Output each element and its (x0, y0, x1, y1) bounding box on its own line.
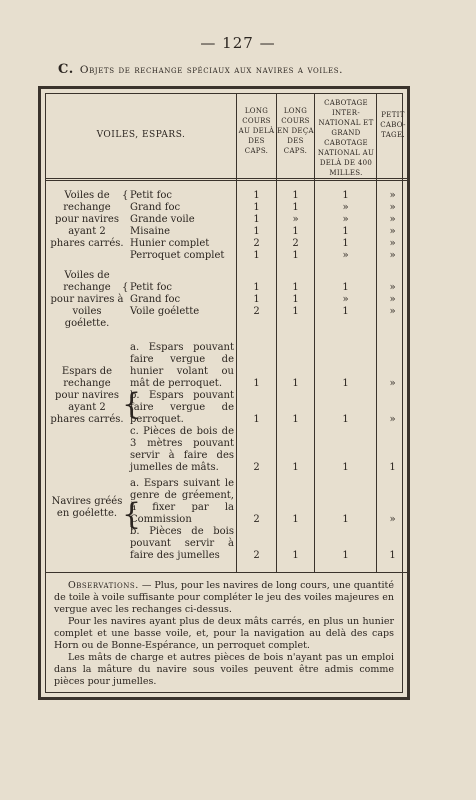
value-cell: » (389, 214, 396, 225)
brace: { (122, 387, 142, 422)
value-cell: 1 (253, 282, 260, 293)
value-cell: 1 (342, 282, 349, 293)
value-cell: » (389, 294, 396, 305)
values-col (315, 190, 376, 262)
value-cell: 2 (253, 514, 260, 525)
value-cell: 1 (292, 294, 299, 305)
value-cell: 1 (342, 238, 349, 249)
item-name: b. Pièces de bois pouvant servir à faire des jumelles (130, 526, 234, 561)
values-col (377, 282, 408, 318)
value-cell: 1 (253, 226, 260, 237)
header-category: VOILES, ESPARS. (96, 130, 186, 140)
values-col (277, 282, 314, 318)
values-col (377, 190, 408, 262)
value-cell: 2 (253, 306, 260, 317)
brace: { (122, 282, 129, 293)
brace: { (122, 497, 142, 532)
value-cell: » (342, 214, 349, 225)
value-cell: 2 (253, 462, 260, 473)
item-name: Perroquet complet (130, 250, 225, 261)
value-cell: » (389, 378, 396, 389)
values-col (277, 342, 314, 474)
observations-p3: Les mâts de charge et autres pièces de bois n'ayant pas un emploi dans la mâture du navire sous voiles peuvent être admis comme pièces pour jumelles. (54, 652, 394, 687)
value-cell: 1 (253, 214, 260, 225)
value-cell: » (389, 226, 396, 237)
group-label: Voiles de rechange pour navires à voiles goélette. (50, 270, 124, 329)
values-col (315, 342, 376, 474)
item-list (130, 478, 234, 562)
spares-table-inner (45, 93, 406, 693)
values-col (237, 282, 276, 318)
value-cell: 1 (292, 378, 299, 389)
item-list (130, 342, 234, 474)
value-cell: 1 (292, 282, 299, 293)
value-cell: 2 (292, 238, 299, 249)
value-cell: 1 (342, 378, 349, 389)
value-cell: » (389, 190, 396, 201)
group-label: Espars de rechange pour navires ayant 2 phares carrés. (50, 366, 124, 425)
values-col (277, 478, 314, 562)
value-cell: 1 (389, 550, 396, 561)
value-cell: 2 (253, 238, 260, 249)
value-cell: 1 (253, 414, 260, 425)
value-cell: 1 (342, 414, 349, 425)
value-cell: 1 (292, 550, 299, 561)
value-cell: 1 (389, 462, 396, 473)
observations-p2: Pour les navires ayant plus de deux mâts carrés, en plus un hunier complet et une basse voile, et, pour la navigation au delà des caps Horn ou de Bonne-Espérance, un perroquet complet. (54, 616, 394, 651)
values-col (237, 190, 276, 262)
header-rule (46, 178, 408, 179)
value-cell: 1 (253, 378, 260, 389)
value-cell: 1 (253, 202, 260, 213)
observations-p1 (54, 580, 394, 616)
value-cell: 1 (292, 250, 299, 261)
item-name: Petit foc (130, 190, 172, 201)
value-cell: 1 (342, 226, 349, 237)
value-cell: 1 (292, 414, 299, 425)
group-label: Voiles de rechange pour navires ayant 2 phares carrés. (50, 190, 124, 249)
value-cell: 2 (253, 550, 260, 561)
value-cell: 1 (292, 514, 299, 525)
value-cell: » (389, 250, 396, 261)
value-cell: 1 (342, 306, 349, 317)
values-col (315, 478, 376, 562)
value-cell: 1 (292, 306, 299, 317)
value-cell: » (342, 202, 349, 213)
header-long-cours: LONG COURS AU DELÀ DES CAPS. (238, 107, 275, 155)
value-cell: » (389, 414, 396, 425)
item-name: a. Espars suivant le genre de gréement, à fixer par la Commission (130, 478, 234, 525)
value-cell: » (389, 306, 396, 317)
group-label: Navires gréés en goélette. (51, 496, 123, 519)
observations-text: — Plus, pour les navires de long cours, une quantité de toile à voile suffisante pour compléter le jeu des voiles majeures en vergue avec les rechanges ci-dessus. (54, 580, 394, 615)
item-name: Grande voile (130, 214, 195, 225)
item-name: a. Espars pouvant faire vergue de hunier volant ou mât de perroquet. (130, 342, 234, 389)
section-letter: C. (58, 62, 74, 77)
value-cell: » (292, 214, 299, 225)
header-petit-cabotage: PETIT CABO-TAGE. (380, 111, 406, 139)
section-title (58, 62, 438, 77)
value-cell: » (389, 282, 396, 293)
observations-title: Observations. (68, 580, 139, 591)
header-cabotage: CABOTAGE INTER-NATIONAL ET GRAND CABOTAGE NATIONAL AU DELÀ DE 400 MILLES. (317, 99, 375, 177)
page-number: — 127 — (200, 34, 276, 52)
value-cell: » (342, 250, 349, 261)
item-name: Grand foc (130, 202, 181, 213)
table-bottom-rule (46, 572, 408, 573)
value-cell: 1 (342, 462, 349, 473)
header-long-cours-deca: LONG COURS EN DEÇA DES CAPS. (277, 107, 314, 155)
item-name: b. Espars pouvant faire vergue de perroquet. (130, 390, 234, 425)
header-rule (46, 180, 408, 181)
item-list (130, 282, 234, 318)
values-col (277, 190, 314, 262)
spares-table (38, 86, 410, 700)
section-title-text: Objets de rechange spéciaux aux navires a voiles. (79, 64, 344, 76)
value-cell: » (389, 202, 396, 213)
value-cell: » (342, 294, 349, 305)
value-cell: 1 (342, 514, 349, 525)
value-cell: 1 (342, 190, 349, 201)
item-name: Hunier complet (130, 238, 210, 249)
value-cell: 1 (292, 226, 299, 237)
values-col (315, 282, 376, 318)
item-name: c. Pièces de bois de 3 mètres pouvant servir à faire des jumelles de mâts. (130, 426, 234, 473)
item-name: Grand foc (130, 294, 181, 305)
values-col (237, 342, 276, 474)
item-name: Voile goélette (130, 306, 200, 317)
values-col (377, 478, 408, 562)
value-cell: 1 (342, 550, 349, 561)
item-name: Misaine (130, 226, 171, 237)
item-name: Petit foc (130, 282, 172, 293)
value-cell: 1 (292, 202, 299, 213)
values-col (237, 478, 276, 562)
item-list (130, 190, 234, 262)
value-cell: » (389, 238, 396, 249)
value-cell: 1 (253, 250, 260, 261)
value-cell: 1 (292, 462, 299, 473)
brace: { (122, 190, 129, 201)
values-col (377, 342, 408, 474)
observations (54, 580, 394, 688)
value-cell: 1 (292, 190, 299, 201)
value-cell: 1 (253, 190, 260, 201)
value-cell: » (389, 514, 396, 525)
value-cell: 1 (253, 294, 260, 305)
